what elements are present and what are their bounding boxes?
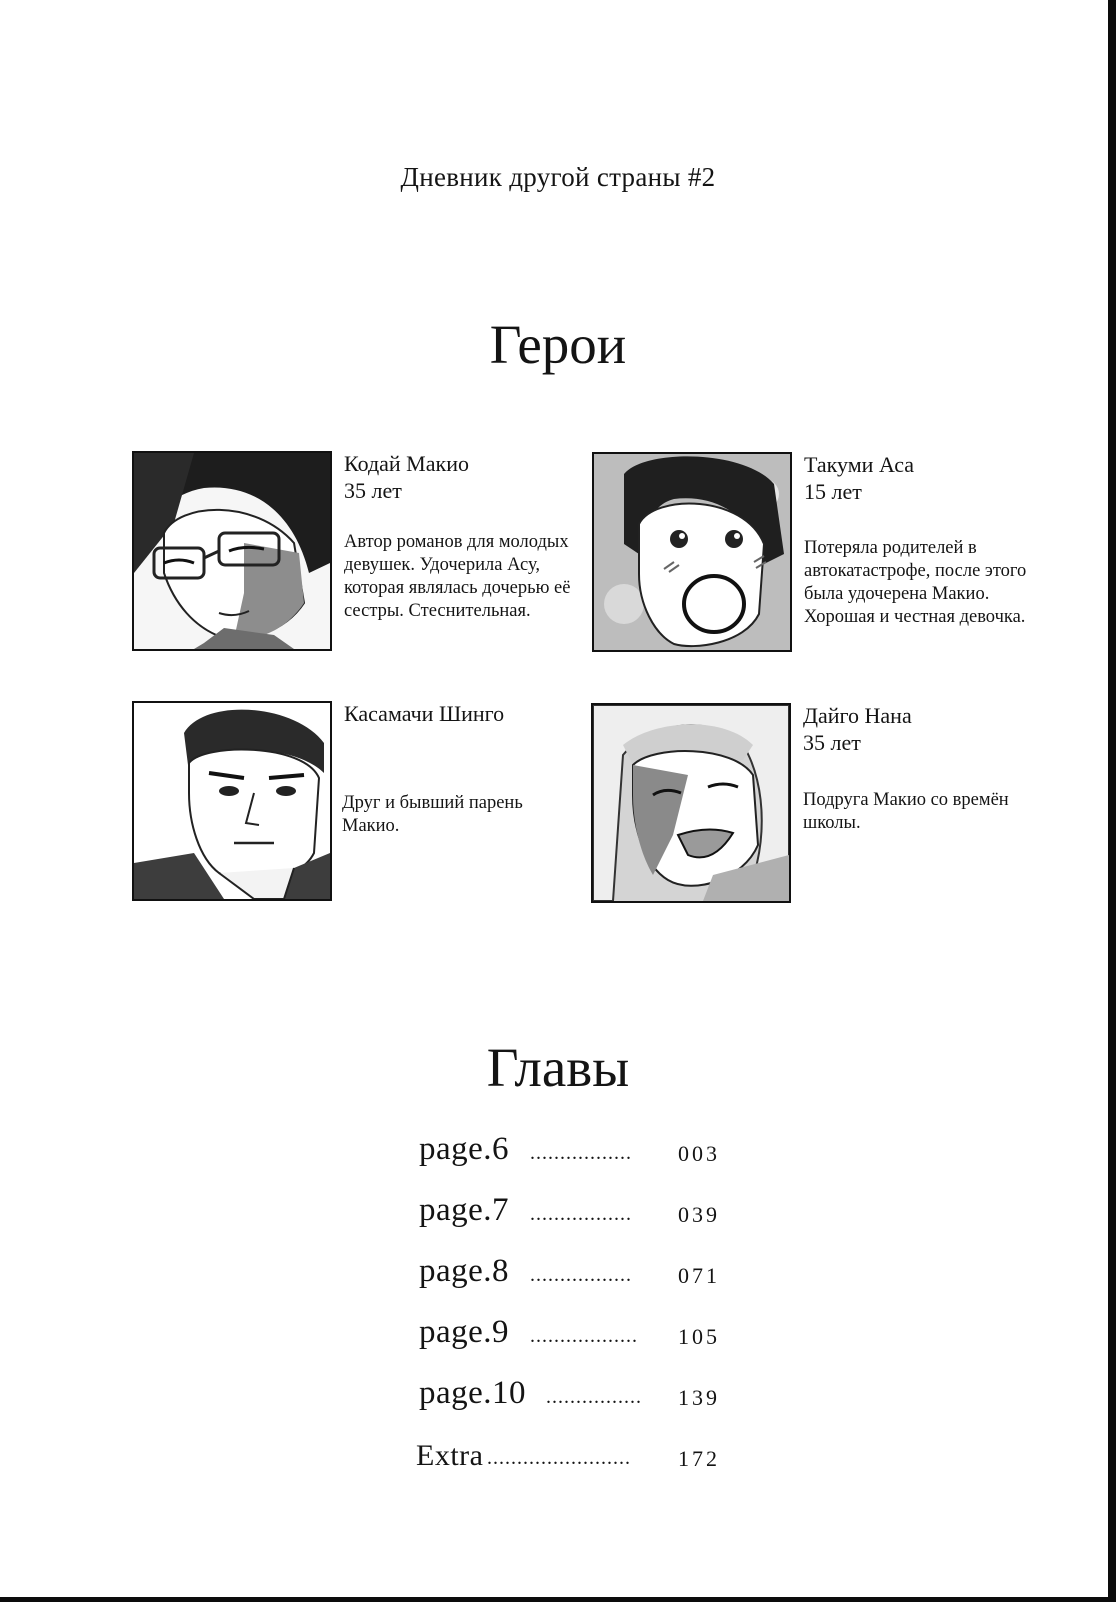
toc-leader-dots: .................. [530,1325,638,1347]
character-name: Дайго Нана [803,703,912,728]
toc-leader-dots: ................ [546,1386,642,1408]
toc-leader-dots: ........................ [487,1447,631,1469]
toc-entry [414,1374,724,1420]
page-edge-bottom [0,1597,1116,1602]
toc-entry-label: page.9 [419,1314,510,1350]
toc-entry [414,1313,724,1359]
character-name: Касамачи Шинго [344,701,505,726]
character-description: Подруга Макио со времён школы. [803,790,1009,833]
portrait-asa [592,452,792,652]
toc-page-number: 003 [678,1141,720,1166]
toc-leader-dots: ................. [530,1203,632,1225]
character-description: Потеряла родителей в автокатастрофе, после этого была удочерена Макио. Хорошая и честная девочка. [804,538,1027,627]
character-age: 35 лет [803,730,861,755]
portrait-nana [591,703,791,903]
portrait-shingo [132,701,332,901]
character-card-shingo [132,701,572,903]
toc-entry-label: page.6 [419,1131,510,1167]
character-age: 35 лет [344,478,402,503]
character-name: Кодай Макио [344,451,469,476]
toc-page-number: 071 [678,1263,720,1288]
portrait-makio [132,451,332,651]
heroes-heading: Герои [489,314,627,375]
character-card-nana [591,703,1031,905]
character-name: Такуми Аса [804,452,915,477]
toc-entry [414,1130,724,1176]
toc-entry-label: Extra [416,1439,484,1472]
chapters-heading: Главы [486,1037,630,1098]
character-description: Друг и бывший парень Макио. [342,793,523,836]
character-description: Автор романов для молодых девушек. Удочерила Асу, которая являлась дочерью её сестры. Стеснительная. [344,532,571,621]
toc-leader-dots: ................. [530,1264,632,1286]
toc-entry-label: page.10 [419,1375,527,1411]
toc-entry [414,1191,724,1237]
character-age: 15 лет [804,479,862,504]
toc-leader-dots: ................. [530,1142,632,1164]
toc-page-number: 172 [678,1446,720,1471]
toc-page-number: 039 [678,1202,720,1227]
toc-page-number: 105 [678,1324,720,1349]
toc-entry-label: page.8 [419,1253,510,1289]
toc-entry [410,1435,724,1481]
character-card-asa [592,452,1032,654]
toc-entry-label: page.7 [419,1192,510,1228]
toc-entry [414,1252,724,1298]
toc-page-number: 139 [678,1385,720,1410]
page-edge-right [1108,0,1116,1602]
character-card-makio [132,451,572,653]
series-title: Дневник другой страны #2 [400,162,716,192]
